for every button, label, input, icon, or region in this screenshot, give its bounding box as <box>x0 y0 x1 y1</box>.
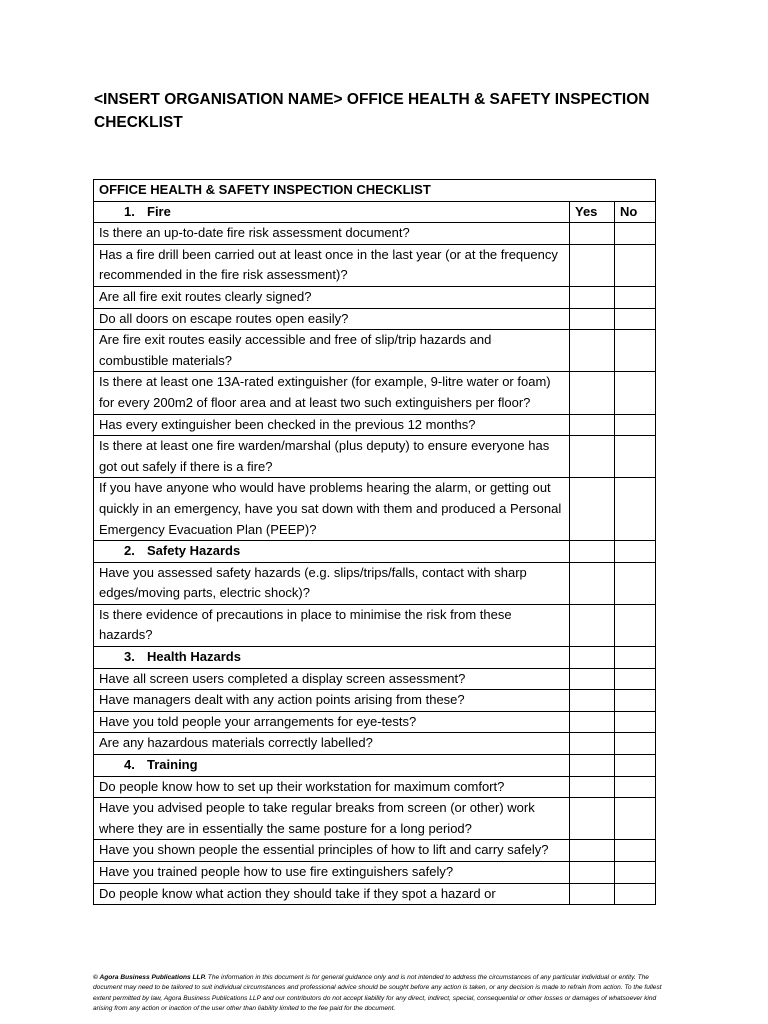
section-heading <box>94 755 570 777</box>
no-answer-cell[interactable] <box>615 286 656 308</box>
yes-answer-cell[interactable] <box>570 223 615 245</box>
yes-answer-cell[interactable] <box>570 330 615 372</box>
yes-answer-cell[interactable] <box>570 690 615 712</box>
disclaimer-text: The information in this document is for general guidance only and is not intended to address the circumstances of any particular individual or entity. The document may need to be tailored to suit individual circumstances and professional advice should be sought before any action is taken, or any decision is made to refrain from action. To the fullest extent permitted by law, Agora Business Publications LLP and our contributors do not accept liability for any direct, indirect, special, consequential or other losses or damages of whatsoever kind arising from any action or inaction of the user other than liability limited to the fee paid for the document. <box>93 974 662 1013</box>
no-answer-cell[interactable] <box>615 223 656 245</box>
section-name: Safety Hazards <box>147 543 241 559</box>
checklist-question-row <box>94 604 656 646</box>
yes-answer-cell[interactable] <box>570 308 615 330</box>
question-text: Has a fire drill been carried out at least once in the last year (or at the frequency recommended in the fire risk assessment)? <box>94 244 570 286</box>
question-text: Is there evidence of precautions in place to minimise the risk from these hazards? <box>94 604 570 646</box>
no-answer-cell[interactable] <box>615 436 656 478</box>
document-title: <INSERT ORGANISATION NAME> OFFICE HEALTH & SAFETY INSPECTION CHECKLIST <box>94 91 650 131</box>
section-heading <box>94 541 570 563</box>
no-answer-cell[interactable] <box>615 372 656 414</box>
checklist-question-row <box>94 286 656 308</box>
section-header-row <box>94 201 656 223</box>
no-answer-cell[interactable] <box>615 776 656 798</box>
section-header-row <box>94 755 656 777</box>
checklist-question-row <box>94 478 656 541</box>
checklist-question-row <box>94 330 656 372</box>
question-text: Are any hazardous materials correctly labelled? <box>94 733 570 755</box>
inspection-checklist-table <box>93 179 656 905</box>
yes-answer-cell[interactable] <box>570 478 615 541</box>
table-title: OFFICE HEALTH & SAFETY INSPECTION CHECKLIST <box>94 180 656 202</box>
section-heading <box>94 647 570 669</box>
yes-answer-cell[interactable] <box>570 372 615 414</box>
no-answer-cell[interactable] <box>615 883 656 905</box>
section-number: 4. <box>124 757 135 773</box>
checklist-question-row <box>94 690 656 712</box>
checklist-question-row <box>94 244 656 286</box>
question-text: Have you shown people the essential principles of how to lift and carry safely? <box>94 840 570 862</box>
yes-answer-cell[interactable] <box>570 862 615 884</box>
section-number: 1. <box>124 203 135 219</box>
no-answer-cell[interactable] <box>615 733 656 755</box>
question-text: Have managers dealt with any action points arising from these? <box>94 690 570 712</box>
yes-column-header <box>570 541 615 563</box>
section-name: Training <box>147 757 198 773</box>
question-text: If you have anyone who would have problems hearing the alarm, or getting out quickly in an emergency, have you sat down with them and produced a Personal Emergency Evacuation Plan (PEEP)? <box>94 478 570 541</box>
checklist-question-row <box>94 436 656 478</box>
no-answer-cell[interactable] <box>615 690 656 712</box>
question-text: Have you advised people to take regular breaks from screen (or other) work where they are in essentially the same posture for a long period? <box>94 798 570 840</box>
question-text: Is there at least one 13A-rated extinguisher (for example, 9-litre water or foam) for every 200m2 of floor area and at least two such extinguishers per floor? <box>94 372 570 414</box>
checklist-question-row <box>94 733 656 755</box>
checklist-question-row <box>94 308 656 330</box>
checklist-question-row <box>94 798 656 840</box>
question-text: Are fire exit routes easily accessible and free of slip/trip hazards and combustible materials? <box>94 330 570 372</box>
no-answer-cell[interactable] <box>615 862 656 884</box>
question-text: Do people know how to set up their workstation for maximum comfort? <box>94 776 570 798</box>
yes-answer-cell[interactable] <box>570 883 615 905</box>
question-text: Have you told people your arrangements for eye-tests? <box>94 711 570 733</box>
yes-answer-cell[interactable] <box>570 840 615 862</box>
no-column-header <box>615 755 656 777</box>
checklist-question-row <box>94 372 656 414</box>
yes-answer-cell[interactable] <box>570 562 615 604</box>
no-answer-cell[interactable] <box>615 604 656 646</box>
yes-answer-cell[interactable] <box>570 436 615 478</box>
no-answer-cell[interactable] <box>615 711 656 733</box>
no-answer-cell[interactable] <box>615 668 656 690</box>
table-title-row <box>94 180 656 202</box>
question-text: Is there at least one fire warden/marshal (plus deputy) to ensure everyone has got out safely if there is a fire? <box>94 436 570 478</box>
section-header-row <box>94 647 656 669</box>
yes-answer-cell[interactable] <box>570 776 615 798</box>
no-answer-cell[interactable] <box>615 330 656 372</box>
yes-answer-cell[interactable] <box>570 798 615 840</box>
yes-answer-cell[interactable] <box>570 244 615 286</box>
yes-answer-cell[interactable] <box>570 711 615 733</box>
checklist-question-row <box>94 862 656 884</box>
section-number: 2. <box>124 543 135 559</box>
yes-answer-cell[interactable] <box>570 668 615 690</box>
question-text: Do all doors on escape routes open easily? <box>94 308 570 330</box>
no-answer-cell[interactable] <box>615 308 656 330</box>
checklist-question-row <box>94 883 656 905</box>
yes-column-header <box>570 755 615 777</box>
yes-answer-cell[interactable] <box>570 604 615 646</box>
yes-answer-cell[interactable] <box>570 286 615 308</box>
copyright-notice: © Agora Business Publications LLP. <box>93 974 206 981</box>
checklist-question-row <box>94 711 656 733</box>
section-name: Fire <box>147 203 171 219</box>
yes-column-header <box>570 647 615 669</box>
section-header-row <box>94 541 656 563</box>
checklist-question-row <box>94 668 656 690</box>
checklist-question-row <box>94 840 656 862</box>
no-column-header: No <box>615 201 656 223</box>
no-answer-cell[interactable] <box>615 840 656 862</box>
no-answer-cell[interactable] <box>615 414 656 436</box>
question-text: Has every extinguisher been checked in the previous 12 months? <box>94 414 570 436</box>
question-text: Is there an up-to-date fire risk assessment document? <box>94 223 570 245</box>
yes-column-header: Yes <box>570 201 615 223</box>
checklist-question-row <box>94 776 656 798</box>
checklist-question-row <box>94 562 656 604</box>
question-text: Have you trained people how to use fire extinguishers safely? <box>94 862 570 884</box>
checklist-question-row <box>94 414 656 436</box>
yes-answer-cell[interactable] <box>570 733 615 755</box>
section-name: Health Hazards <box>147 649 241 665</box>
section-heading <box>94 201 570 223</box>
section-number: 3. <box>124 649 135 665</box>
question-text: Are all fire exit routes clearly signed? <box>94 286 570 308</box>
no-column-header <box>615 541 656 563</box>
question-text: Have all screen users completed a display screen assessment? <box>94 668 570 690</box>
no-answer-cell[interactable] <box>615 244 656 286</box>
no-answer-cell[interactable] <box>615 798 656 840</box>
legal-footer <box>93 973 673 1015</box>
question-text: Have you assessed safety hazards (e.g. slips/trips/falls, contact with sharp edges/moving parts, electric shock)? <box>94 562 570 604</box>
no-answer-cell[interactable] <box>615 562 656 604</box>
checklist-question-row <box>94 223 656 245</box>
question-text: Do people know what action they should take if they spot a hazard or <box>94 883 570 905</box>
no-column-header <box>615 647 656 669</box>
no-answer-cell[interactable] <box>615 478 656 541</box>
yes-answer-cell[interactable] <box>570 414 615 436</box>
